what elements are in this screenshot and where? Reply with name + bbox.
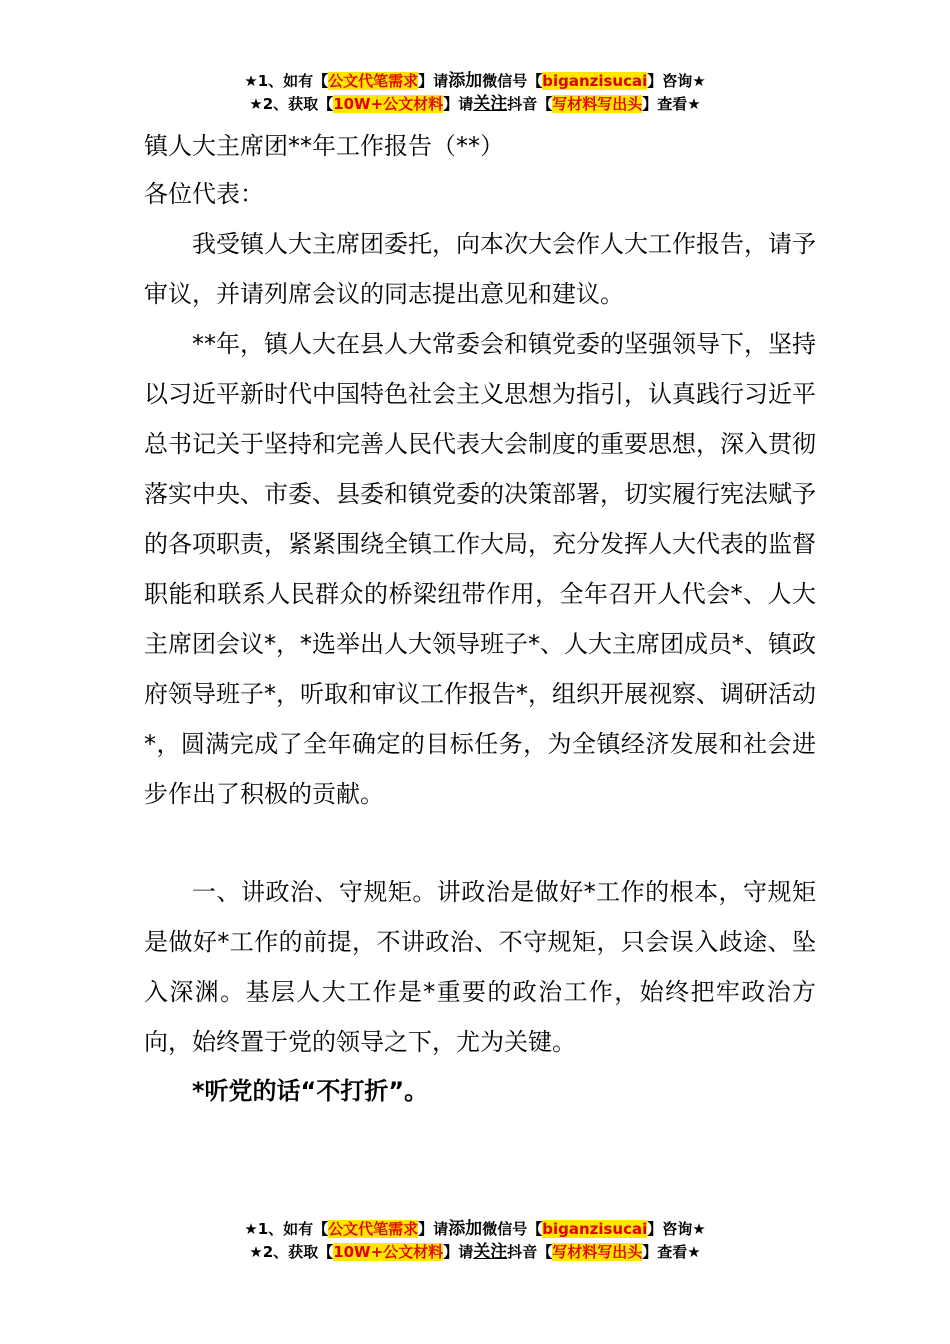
promo-highlight-wechat: biganzisucai xyxy=(542,72,648,90)
promo-highlight: 公文代笔需求 xyxy=(328,72,419,90)
promo-highlight-douyin: 写材料写出头 xyxy=(552,1243,643,1261)
promo-highlight: 公文代笔需求 xyxy=(328,1220,419,1238)
promo-highlight: 10W+公文材料 xyxy=(333,1243,444,1261)
promo-text: 微信号【 xyxy=(482,72,543,90)
promo-text: 】请 xyxy=(443,95,474,113)
promo-text: 】请 xyxy=(443,1243,474,1261)
promo-text: ★2、获取【 xyxy=(249,95,334,113)
promo-line-2 xyxy=(0,1241,950,1264)
promo-text: 抖音【 xyxy=(507,1243,553,1261)
promo-text: 添加 xyxy=(448,1219,483,1239)
promo-text: 关注 xyxy=(473,94,508,114)
promo-text: ★2、获取【 xyxy=(249,1243,334,1261)
salutation: 各位代表： xyxy=(144,180,264,208)
promo-text: ★1、如有【 xyxy=(244,72,329,90)
promo-text: 】咨询★ xyxy=(647,1220,706,1238)
paragraph-summary: **年，镇人大在县人大常委会和镇党委的坚强领导下，坚持以习近平新时代中国特色社会主义思想为指引，认真践行习近平总书记关于坚持和完善人民代表大会制度的重要思想，深入贯彻落实中央、市委、县委和镇党委的决策部署，切实履行宪法赋予的各项职责，紧紧围绕全镇工作大局，充分发挥人大代表的监督职能和联系人民群众的桥梁纽带作用，全年召开人代会*、人大主席团会议*，*选举出人大领导班子*、人大主席团成员*、镇政府领导班子*，听取和审议工作报告*，组织开展视察、调研活动*，圆满完成了全年确定的目标任务，为全镇经济发展和社会进步作出了积极的贡献。 xyxy=(144,330,816,808)
promo-banner-bottom xyxy=(0,1218,950,1264)
promo-text: ★1、如有【 xyxy=(244,1220,329,1238)
promo-line-1 xyxy=(0,1218,950,1241)
promo-line-2 xyxy=(0,93,950,116)
paragraph-section-1: 一、讲政治、守规矩。讲政治是做好*工作的根本，守规矩是做好*工作的前提，不讲政治、不守规矩，只会误入歧途、坠入深渊。基层人大工作是*重要的政治工作，始终把牢政治方向，始终置于党的领导之下，尤为关键。 xyxy=(144,878,816,1056)
promo-line-1 xyxy=(0,70,950,93)
promo-text: 】查看★ xyxy=(642,1243,701,1261)
promo-banner-top xyxy=(0,70,950,116)
promo-text: 】请 xyxy=(418,1220,449,1238)
promo-text: 】咨询★ xyxy=(647,72,706,90)
subheading: *听党的话“不打折”。 xyxy=(192,1077,429,1105)
promo-text: 关注 xyxy=(473,1242,508,1262)
promo-text: 微信号【 xyxy=(482,1220,543,1238)
promo-text: 】请 xyxy=(418,72,449,90)
document-title: 镇人大主席团**年工作报告（**） xyxy=(144,132,504,160)
paragraph-intro: 我受镇人大主席团委托，向本次大会作人大工作报告，请予审议，并请列席会议的同志提出意见和建议。 xyxy=(144,230,816,308)
promo-highlight-douyin: 写材料写出头 xyxy=(552,95,643,113)
promo-text: 】查看★ xyxy=(642,95,701,113)
promo-highlight: 10W+公文材料 xyxy=(333,95,444,113)
promo-highlight-wechat: biganzisucai xyxy=(542,1220,648,1238)
promo-text: 添加 xyxy=(448,71,483,91)
promo-text: 抖音【 xyxy=(507,95,553,113)
